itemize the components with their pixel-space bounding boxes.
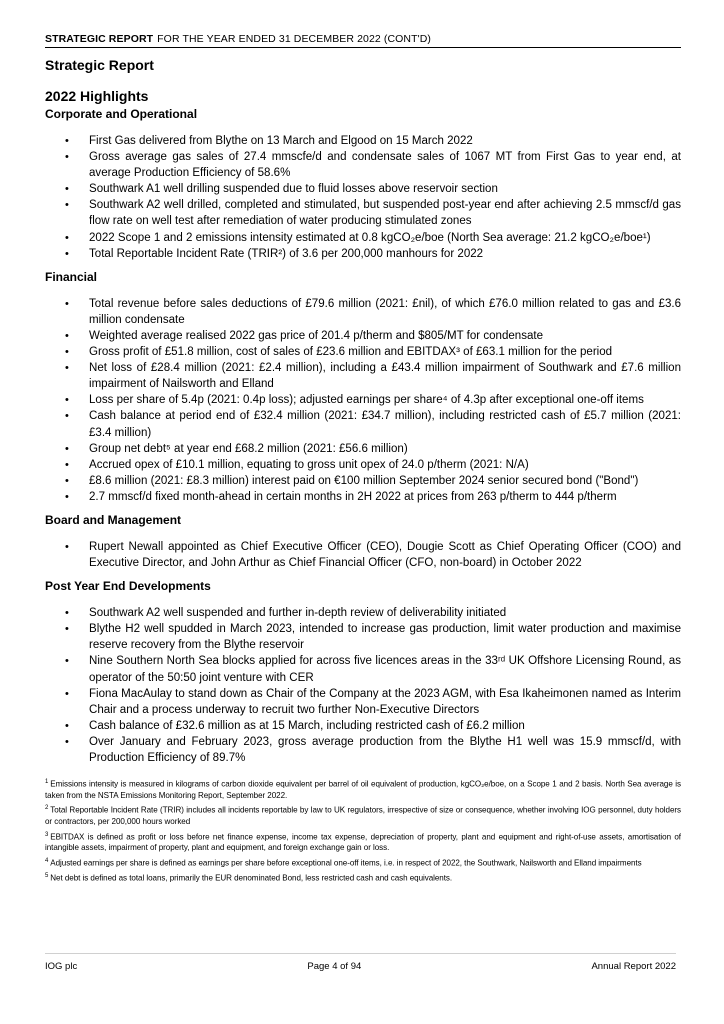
footer-page-number: Page 4 of 94 (307, 961, 362, 972)
section-heading-board: Board and Management (45, 512, 182, 527)
running-header-section: STRATEGIC REPORT (45, 33, 154, 45)
footnote-text: EBITDAX is defined as profit or loss before net finance expense, income tax expense, depreciation of property, plant and equipment and right-of-use assets, amortisation of intangible assets, impairment of property, plant and equipment, and foreign exchange gain or loss. (45, 832, 681, 853)
footnote-text: Total Reportable Incident Rate (TRIR) includes all incidents reportable by law to UK regulators, irrespective of size or consequence, whether involving IOG personnel, duty holders or contractors, per 200,000 hours worked (45, 806, 681, 826)
list-item: • Southwark A2 well suspended and further in-depth review of deliverability initiated (45, 605, 681, 621)
list-item: • Fiona MacAulay to stand down as Chair of the Company at the 2023 AGM, with Esa Ikaheimonen named as Interim Chair and a process underway to recruit two further Non-Executive Directors (45, 686, 681, 718)
list-item: • First Gas delivered from Blythe on 13 March and Elgood on 15 March 2022 (45, 133, 681, 149)
financial-list (45, 296, 681, 505)
list-item: • 2022 Scope 1 and 2 emissions intensity estimated at 0.8 kgCO₂e/boe (North Sea average: 21.2 kgCO₂e/boe¹) (45, 230, 681, 246)
list-item: • Accrued opex of £10.1 million, equating to gross unit opex of 24.0 p/therm (2021: N/A) (45, 457, 681, 473)
list-item: • Loss per share of 5.4p (2021: 0.4p loss); adjusted earnings per share⁴ of 4.3p after exceptional one-off items (45, 392, 681, 408)
list-item: • Gross profit of £51.8 million, cost of sales of £23.6 million and EBITDAX³ of £63.1 million for the period (45, 344, 681, 360)
footnotes (45, 777, 681, 885)
list-item: • Gross average gas sales of 27.4 mmscfe/d and condensate sales of 1067 MT from First Gas to year end, at average Production Efficiency of 58.6% (45, 149, 681, 181)
list-item: • Total revenue before sales deductions of £79.6 million (2021: £nil), of which £76.0 million related to gas and £3.6 million condensate (45, 296, 681, 328)
list-item: • Blythe H2 well spudded in March 2023, intended to increase gas production, limit water production and maximise reserve recovery from the Blythe reservoir (45, 621, 681, 653)
footnote (45, 856, 681, 869)
footnote (45, 803, 681, 827)
post-year-end-list (45, 605, 681, 766)
footnote (45, 777, 681, 801)
footer-report-name: Annual Report 2022 (591, 961, 676, 972)
section-heading-corporate: Corporate and Operational (45, 107, 198, 121)
list-item: • Over January and February 2023, gross average production from the Blythe H1 well was 15.9 mmscf/d, with Production Efficiency of 89.7% (45, 734, 681, 766)
list-item: • Southwark A1 well drilling suspended due to fluid losses above reservoir section (45, 181, 681, 197)
section-heading-financial: Financial (45, 269, 98, 284)
footnote (45, 830, 681, 854)
page-title: Strategic Report (45, 57, 154, 73)
footnote (45, 871, 681, 884)
footnote-number: 2 (45, 805, 49, 812)
footnote-text: Net debt is defined as total loans, primarily the EUR denominated Bond, less restricted cash and cash equivalents. (50, 874, 453, 884)
footnote-number: 5 (45, 873, 49, 880)
list-item: • Weighted average realised 2022 gas price of 201.4 p/therm and $805/MT for condensate (45, 328, 681, 344)
list-item: • Cash balance at period end of £32.4 million (2021: £34.7 million), including restricted cash of £5.7 million (2021: £3.4 million) (45, 408, 681, 440)
list-item: • Nine Southern North Sea blocks applied for across five licences areas in the 33ʳᵈ UK Offshore Licensing Round, as operator of the 50:50 joint venture with CER (45, 653, 681, 685)
footer-company: IOG plc (45, 961, 78, 972)
running-header-period: FOR THE YEAR ENDED 31 DECEMBER 2022 (CONT'D) (157, 33, 431, 45)
list-item: • Rupert Newall appointed as Chief Executive Officer (CEO), Dougie Scott as Chief Operating Officer (COO) and Executive Director, and John Arthur as Chief Financial Officer (CFO, non-board) in October 2022 (45, 539, 681, 571)
footnote-text: Adjusted earnings per share is defined as earnings per share before exceptional one-off items, i.e. in respect of 2022, the Southwark, Nailsworth and Elland impairments (50, 858, 642, 868)
footnote-text: Emissions intensity is measured in kilograms of carbon dioxide equivalent per barrel of oil equivalent of production, kgCO₂e/boe, on a Scope 1 and 2 basis. North Sea average is taken from the NSTA Emissions Monitoring Report, September 2022. (45, 779, 681, 800)
list-item: • Southwark A2 well drilled, completed and stimulated, but suspended post-year end after achieving 2.5 mmscf/d gas flow rate on well test after remediation of water producing stimulated zones (45, 197, 681, 229)
running-header (45, 33, 681, 48)
list-item: • Net loss of £28.4 million (2021: £2.4 million), including a £43.4 million impairment of Southwark and £7.6 million impairment of Nailsworth and Elland (45, 360, 681, 392)
page-body (45, 33, 681, 887)
list-item: • Group net debt⁵ at year end £68.2 million (2021: £56.6 million) (45, 441, 681, 457)
section-heading-post-year-end: Post Year End Developments (45, 579, 211, 594)
highlights-title: 2022 Highlights (45, 88, 149, 104)
page-footer (45, 953, 676, 972)
board-list (45, 539, 681, 571)
footnote-number: 4 (45, 857, 49, 864)
list-item: • Cash balance of £32.6 million as at 15 March, including restricted cash of £6.2 million (45, 718, 681, 734)
list-item: • Total Reportable Incident Rate (TRIR²) of 3.6 per 200,000 manhours for 2022 (45, 246, 681, 262)
footnote-number: 3 (45, 831, 49, 838)
list-item: • 2.7 mmscf/d fixed month-ahead in certain months in 2H 2022 at prices from 263 p/therm to 444 p/therm (45, 489, 681, 505)
list-item: • £8.6 million (2021: £8.3 million) interest paid on €100 million September 2024 senior secured bond ("Bond") (45, 473, 681, 489)
footnote-number: 1 (45, 779, 49, 786)
corporate-list (45, 133, 681, 262)
